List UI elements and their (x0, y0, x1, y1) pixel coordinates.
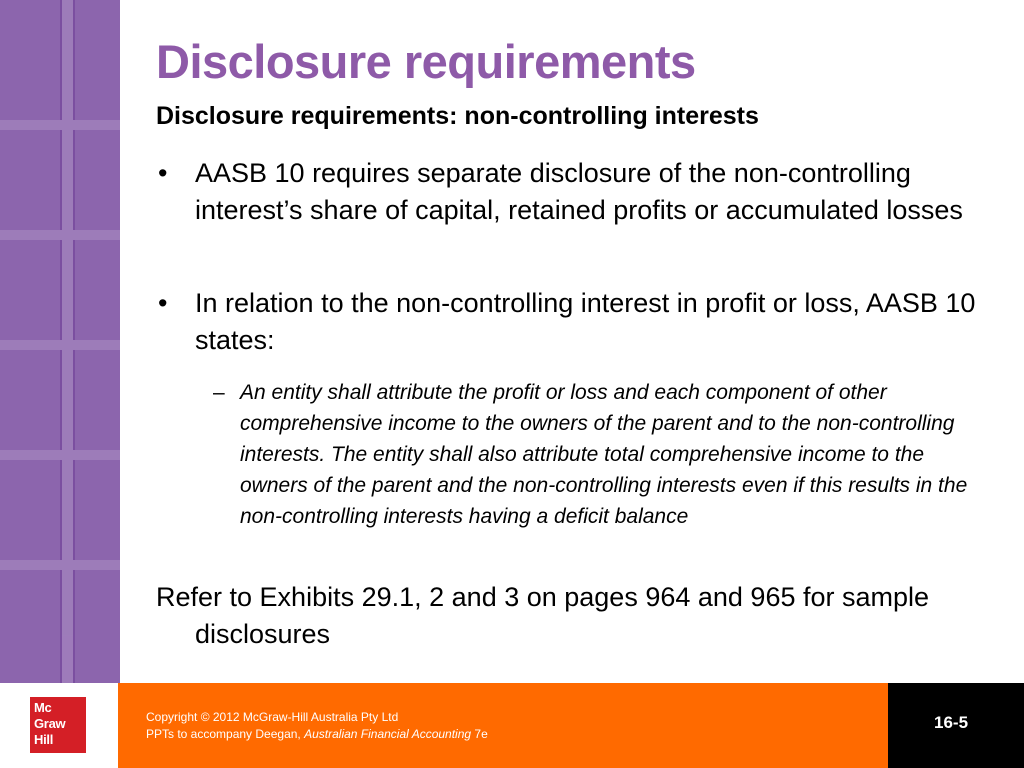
quote-text: An entity shall attribute the profit or loss and each component of other comprehensive income to the owners of the parent and to the non-controlling interests. The entity shall also attribute total comprehensive income to the owners of the parent and the non-controlling interests even if this results in the non-controlling interests having a deficit balance (240, 381, 968, 528)
decorative-side-image (0, 0, 120, 683)
ppt-prefix: PPTs to accompany Deegan, (146, 727, 305, 741)
bullet-item (156, 285, 996, 359)
bullet-item (156, 155, 996, 229)
mcgraw-hill-logo (30, 697, 86, 753)
slide-subtitle: Disclosure requirements: non-controlling interests (156, 102, 759, 130)
copyright-line: Copyright © 2012 McGraw-Hill Australia Pty Ltd (146, 710, 399, 724)
bullet-text: In relation to the non-controlling interest in profit or loss, AASB 10 states: (195, 288, 976, 355)
bullet-marker: • (158, 158, 168, 188)
bullet-text: AASB 10 requires separate disclosure of the non-controlling interest’s share of capital, retained profits or accumulated losses (195, 158, 963, 225)
reference-text: Refer to Exhibits 29.1, 2 and 3 on pages 964 and 965 for sample disclosures (156, 582, 930, 649)
dash-marker: – (213, 381, 225, 404)
logo-line: Hill (34, 732, 54, 747)
copyright-notice (146, 709, 488, 743)
slide-title: Disclosure requirements (156, 35, 696, 88)
bullet-marker: • (158, 288, 168, 318)
slide-number: 16-5 (934, 713, 969, 732)
edition: 7e (471, 727, 488, 741)
book-title: Australian Financial Accounting (304, 727, 472, 741)
quoted-standard (204, 377, 984, 532)
logo-line: Graw (34, 716, 66, 731)
ppt-line (146, 726, 488, 743)
logo-line: Mc (34, 700, 52, 715)
